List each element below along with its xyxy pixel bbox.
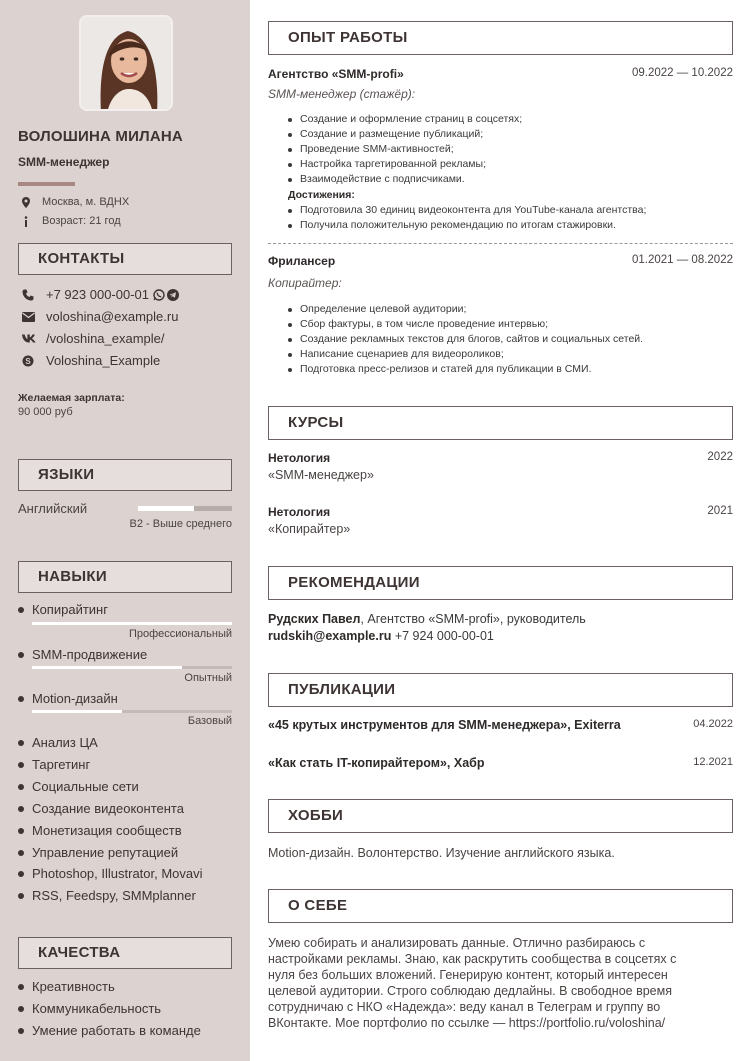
skill-item [18, 647, 147, 662]
job-duties [288, 112, 522, 187]
job-header [268, 67, 733, 81]
about-heading: О СЕБЕ [268, 889, 733, 923]
age-row [18, 215, 121, 227]
envelope-icon [22, 312, 46, 322]
course-org: Нетология [268, 505, 331, 519]
bullet [18, 740, 24, 746]
list-item: Взаимодействие с подписчиками. [288, 172, 522, 187]
skill-item: Анализ ЦА [18, 735, 98, 750]
phone-number[interactable]: +7 923 000-00-01 [46, 287, 150, 302]
skype-icon [22, 355, 46, 367]
skill-bar [32, 622, 232, 625]
candidate-role: SMM-менеджер [18, 155, 110, 169]
publication-title[interactable]: «45 крутых инструментов для SMM-менеджера», Exiterra [268, 718, 621, 732]
language-level-bar [138, 506, 232, 511]
age-text: Возраст: 21 год [42, 215, 121, 227]
about-line: нуля без больших вложений. Генерирую контент, который интересен [268, 968, 668, 982]
language-level: B2 - Выше среднего [129, 518, 232, 530]
recommender-email[interactable]: rudskih@example.ru [268, 629, 392, 643]
bullet [18, 607, 24, 613]
map-pin-icon [22, 197, 42, 208]
skill-bar [32, 710, 232, 713]
telegram-icon[interactable] [167, 289, 179, 301]
bullet [18, 806, 24, 812]
qualities-heading: КАЧЕСТВА [18, 937, 232, 969]
achievements-label: Достижения: [288, 189, 355, 201]
phone-icon [22, 289, 46, 301]
skill-name: Motion-дизайн [32, 691, 118, 706]
list-item: Проведение SMM-активностей; [288, 142, 522, 157]
email-row [18, 309, 178, 324]
list-item: Создание и оформление страниц в соцсетях; [288, 112, 522, 127]
vk-link[interactable]: /voloshina_example/ [46, 331, 165, 346]
job-title: Копирайтер: [268, 276, 342, 290]
recommender-details: , Агентство «SMM-profi», руководитель [360, 612, 586, 626]
bullet [18, 850, 24, 856]
location-text: Москва, м. ВДНХ [42, 196, 130, 208]
bullet [18, 984, 24, 990]
vk-row [18, 331, 165, 346]
bullet [18, 762, 24, 768]
salary-label: Желаемая зарплата: [18, 392, 125, 404]
job-dates: 01.2021 — 08.2022 [631, 254, 733, 266]
job-achievements [288, 203, 646, 233]
job-org: Фрилансер [268, 254, 336, 268]
list-item: Получила положительную рекомендацию по итогам стажировки. [288, 218, 646, 233]
skill-item [18, 691, 118, 706]
skill-item [18, 602, 108, 617]
recommender-contact [268, 629, 494, 643]
publication-title[interactable]: «Как стать IT-копирайтером», Хабр [268, 756, 485, 770]
course-year: 2021 [707, 505, 733, 517]
bullet [18, 893, 24, 899]
skill-bar-fill [32, 710, 122, 713]
courses-heading: КУРСЫ [268, 406, 733, 440]
portrait-image [81, 17, 173, 111]
whatsapp-icon[interactable] [153, 289, 165, 301]
skills-heading: НАВЫКИ [18, 561, 232, 593]
skype-id[interactable]: Voloshina_Example [46, 353, 161, 368]
skill-bar-fill [32, 622, 232, 625]
languages-heading: ЯЗЫКИ [18, 459, 232, 491]
skill-bar [32, 666, 232, 669]
quality-item: Креативность [18, 979, 115, 994]
salary-value: 90 000 руб [18, 406, 73, 418]
quality-item: Умение работать в команде [18, 1023, 201, 1038]
email-link[interactable]: voloshina@example.ru [46, 309, 179, 324]
vk-icon [22, 334, 46, 343]
skype-row [18, 353, 160, 368]
list-item: Подготовка пресс-релизов и статей для публикации в СМИ. [288, 362, 643, 377]
recommender-phone[interactable]: +7 924 000-00-01 [391, 629, 494, 643]
recommendations-heading: РЕКОМЕНДАЦИИ [268, 566, 733, 600]
recommender-name: Рудских Павел [268, 612, 361, 626]
job-org: Агентство «SMM-profi» [268, 67, 404, 81]
skill-name: Копирайтинг [32, 602, 108, 617]
skill-item: Создание видеоконтента [18, 801, 184, 816]
about-line: Умею собирать и анализировать данные. Отлично разбираюсь с [268, 936, 646, 950]
skill-level: Базовый [187, 715, 232, 727]
bullet [18, 696, 24, 702]
list-item: Подготовила 30 единиц видеоконтента для YouTube-канала агентства; [288, 203, 646, 218]
job-duties [288, 302, 643, 377]
location-row [18, 196, 129, 208]
list-item: Настройка таргетированной рекламы; [288, 157, 522, 172]
info-icon [22, 216, 42, 227]
quality-item: Коммуникабельность [18, 1001, 161, 1016]
bullet [18, 871, 24, 877]
about-line: настройками рекламы. Знаю, как раскрутить сообщества в соцсетях с [268, 952, 677, 966]
course-org: Нетология [268, 451, 331, 465]
skill-item: Таргетинг [18, 757, 90, 772]
bullet [18, 784, 24, 790]
course-name: «SMM-менеджер» [268, 468, 374, 482]
profile-photo [79, 15, 173, 111]
publication-row [268, 756, 733, 770]
bullet [18, 652, 24, 658]
skill-name: SMM-продвижение [32, 647, 148, 662]
publication-date: 04.2022 [693, 718, 733, 730]
job-title: SMM-менеджер (стажёр): [268, 87, 416, 101]
course-header [268, 451, 733, 465]
about-line: целевой аудитории. Строго соблюдаю дедлайны. В свободное время [268, 984, 672, 998]
skill-bar-fill [32, 666, 182, 669]
bullet [18, 828, 24, 834]
publication-row [268, 718, 733, 732]
svg-text:S: S [25, 356, 31, 366]
job-dates: 09.2022 — 10.2022 [631, 67, 733, 79]
phone-row [18, 287, 179, 302]
skill-item: Photoshop, Illustrator, Movavi [18, 866, 203, 881]
skill-item: RSS, Feedspy, SMMplanner [18, 888, 196, 903]
language-name: Английский [18, 501, 88, 516]
skill-item: Монетизация сообществ [18, 823, 182, 838]
sidebar [0, 0, 250, 1061]
hobby-heading: ХОББИ [268, 799, 733, 833]
skill-item: Управление репутацией [18, 845, 178, 860]
list-item: Создание рекламных текстов для блогов, сайтов и социальных сетей. [288, 332, 643, 347]
list-item: Создание и размещение публикаций; [288, 127, 522, 142]
publications-heading: ПУБЛИКАЦИИ [268, 673, 733, 707]
accent-divider [18, 182, 75, 186]
publication-date: 12.2021 [693, 756, 733, 768]
course-year: 2022 [707, 451, 733, 463]
course-name: «Копирайтер» [268, 522, 351, 536]
skill-level: Профессиональный [128, 628, 232, 640]
about-text [268, 935, 733, 1031]
section-divider [268, 243, 733, 244]
course-header [268, 505, 733, 519]
job-header [268, 254, 733, 268]
list-item: Определение целевой аудитории; [288, 302, 643, 317]
language-level-fill [138, 506, 194, 511]
experience-heading: ОПЫТ РАБОТЫ [268, 21, 733, 55]
contacts-heading: КОНТАКТЫ [18, 243, 232, 275]
about-line: ВКонтакте. Мое портфолио по ссылке — https://portfolio.ru/voloshina/ [268, 1016, 666, 1030]
recommender-line [268, 612, 586, 626]
list-item: Сбор фактуры, в том числе проведение интервью; [288, 317, 643, 332]
about-line: сотрудничаю с НКО «Надежда»: веду канал в Телеграм и группу во [268, 1000, 661, 1014]
bullet [18, 1028, 24, 1034]
bullet [18, 1006, 24, 1012]
list-item: Написание сценариев для видеороликов; [288, 347, 643, 362]
hobby-text: Motion-дизайн. Волонтерство. Изучение английского языка. [268, 846, 615, 860]
skill-item: Социальные сети [18, 779, 139, 794]
skill-level: Опытный [184, 672, 232, 684]
candidate-name: ВОЛОШИНА МИЛАНА [18, 128, 183, 145]
